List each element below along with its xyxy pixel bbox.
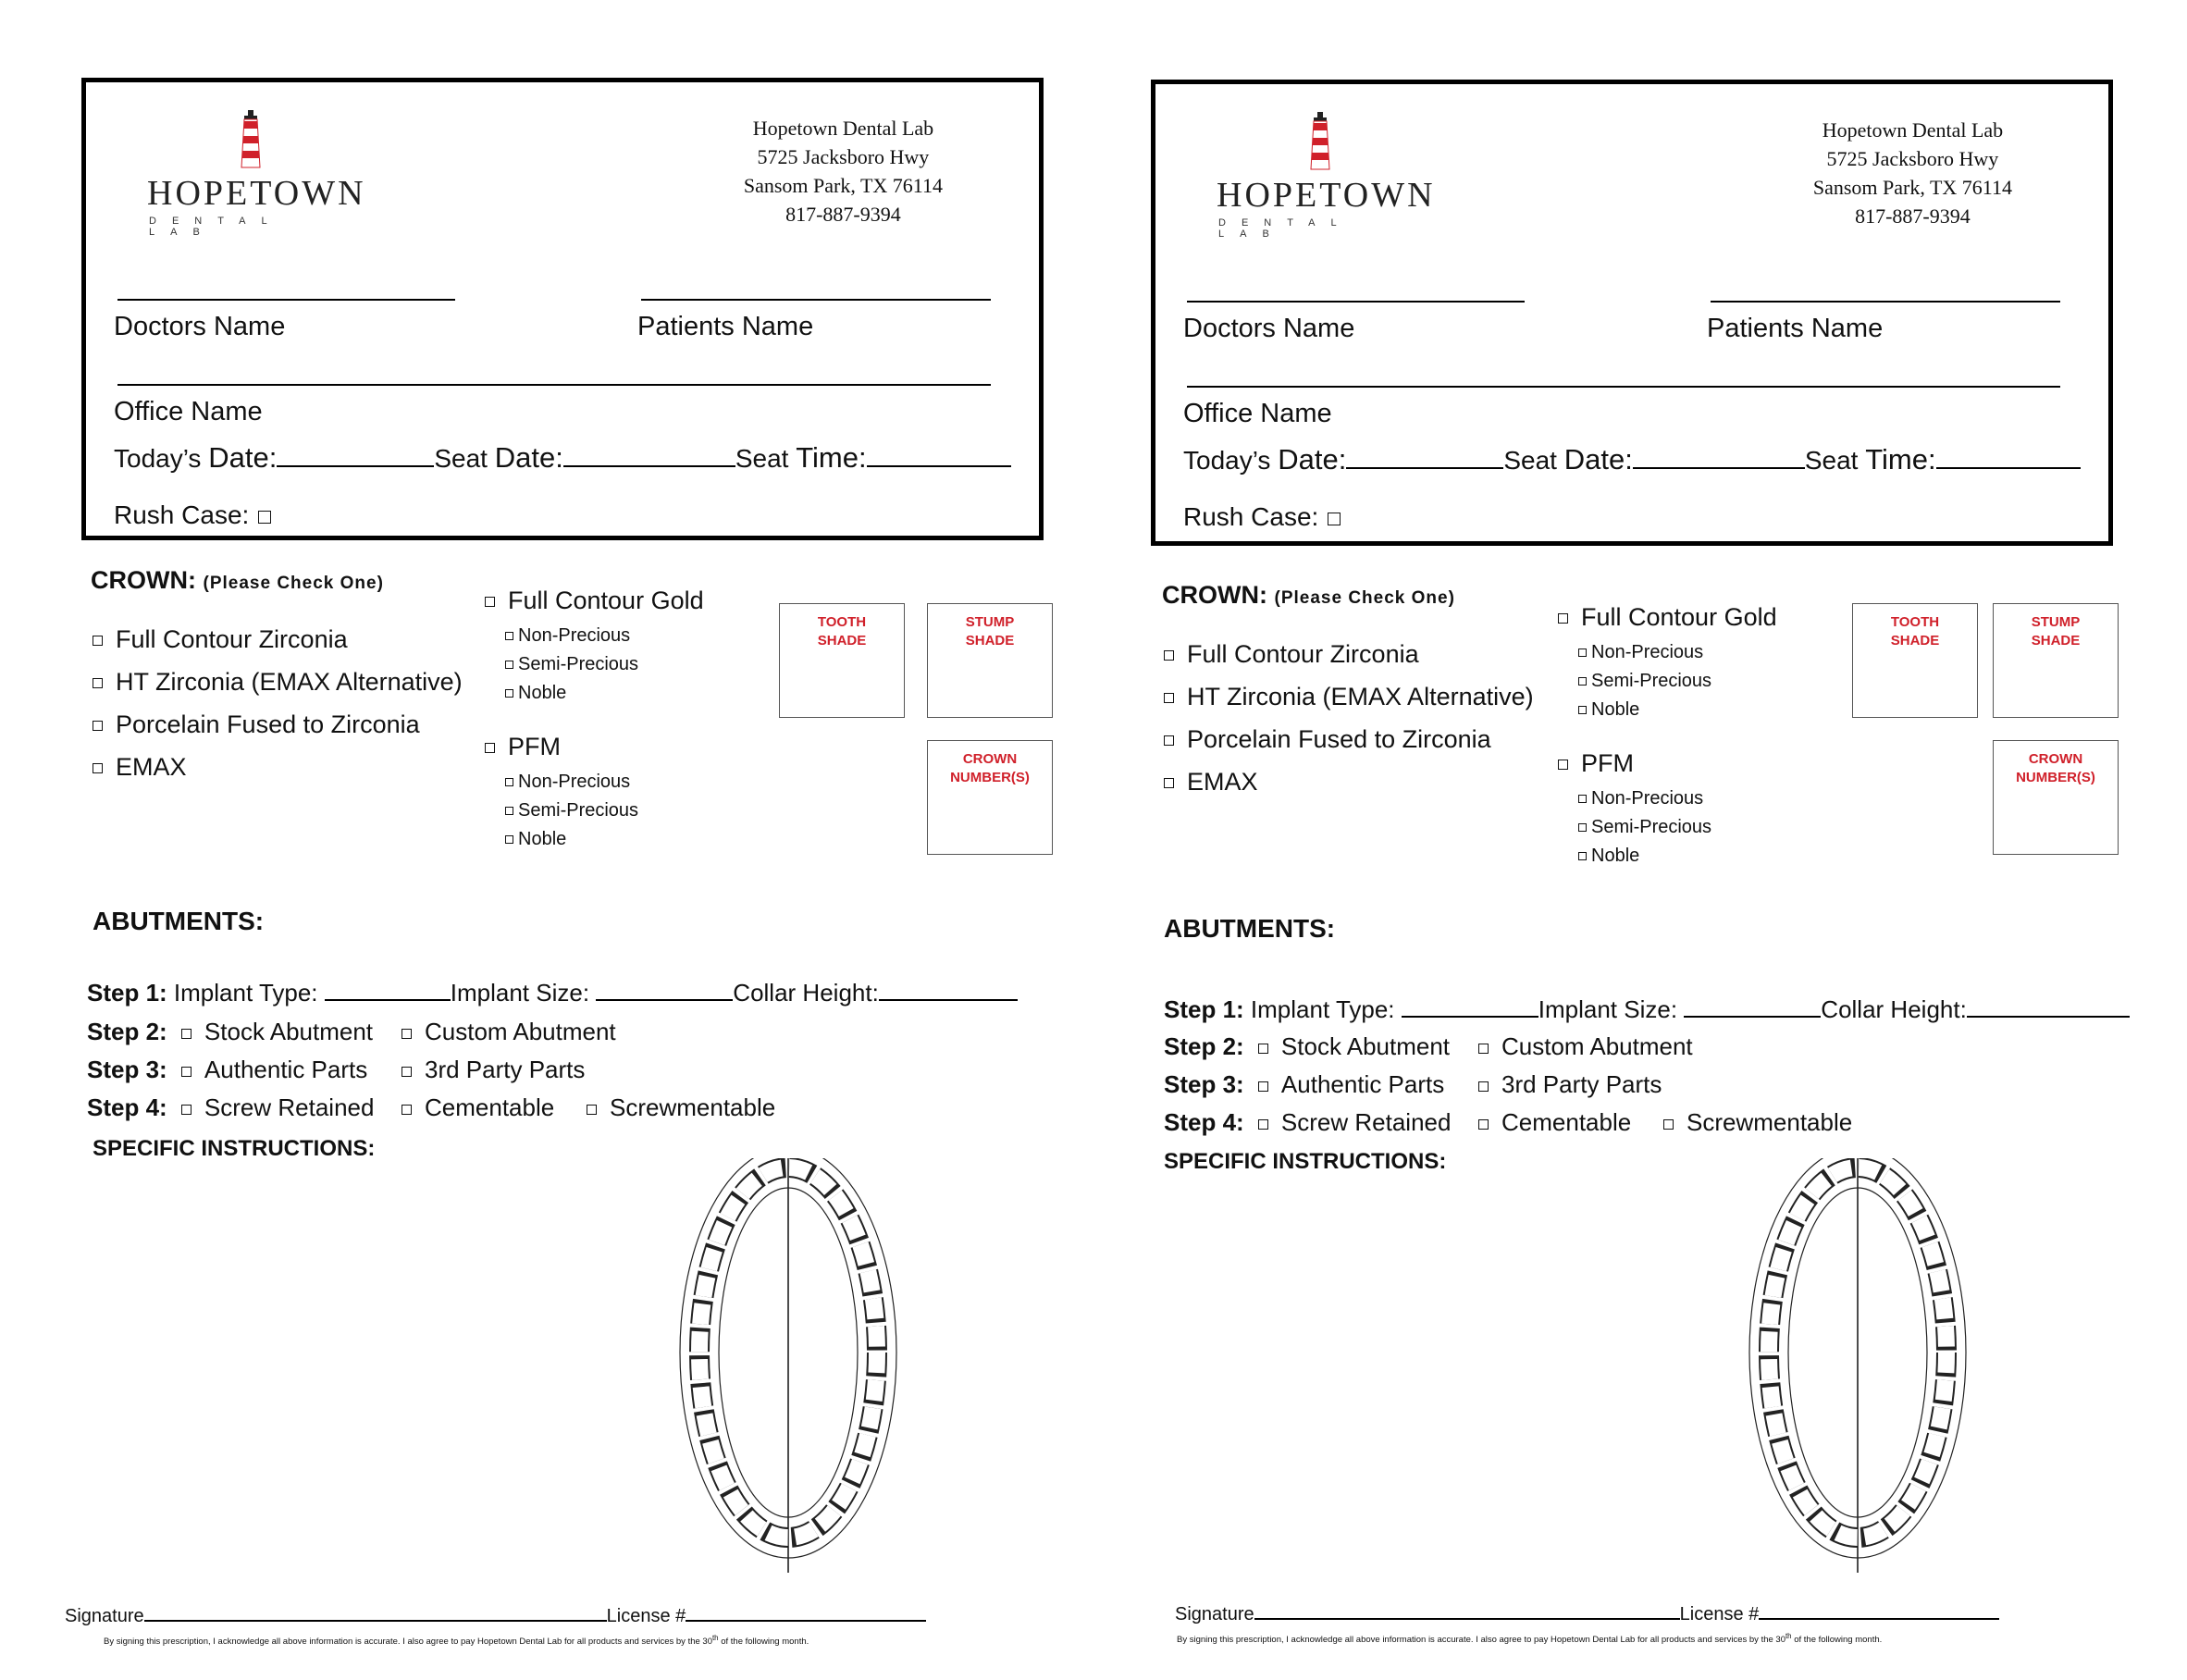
tooth-shade-label-2: SHADE xyxy=(817,633,867,649)
gold-noble[interactable] xyxy=(505,683,566,704)
implant-type-field[interactable] xyxy=(325,979,451,1001)
seat-date-label: Date: xyxy=(494,441,563,474)
step-4-row xyxy=(87,1093,776,1122)
lab-phone: 817-887-9394 xyxy=(785,203,901,226)
stump-shade-label: STUMP xyxy=(965,614,1015,630)
checkbox[interactable] xyxy=(1578,649,1587,657)
tooth-shade-box[interactable] xyxy=(779,603,905,718)
crown-option-emax[interactable] xyxy=(1164,768,1258,797)
rush-case-checkbox[interactable] xyxy=(1328,513,1341,525)
option-label: 3rd Party Parts xyxy=(1501,1070,1662,1098)
office-name-label: Office Name xyxy=(114,397,263,426)
crown-option-pfz[interactable] xyxy=(1164,725,1491,754)
license-field[interactable] xyxy=(686,1607,926,1622)
checkbox[interactable] xyxy=(1578,823,1587,832)
metal-label: Non-Precious xyxy=(1591,642,1704,662)
custom-abutment-option[interactable] xyxy=(402,1018,616,1046)
checkbox[interactable] xyxy=(93,721,103,731)
tooth-shade-label-2: SHADE xyxy=(1890,633,1940,649)
screw-retained-option[interactable] xyxy=(1258,1108,1452,1136)
disclaimer xyxy=(1177,1632,1882,1645)
lighthouse-icon xyxy=(1302,110,1339,175)
step-1-label: Step 1: xyxy=(1164,995,1244,1023)
checkbox[interactable] xyxy=(1478,1081,1489,1092)
crown-option-ht-zirconia[interactable] xyxy=(1164,683,1534,711)
crown-option-gold[interactable] xyxy=(485,587,704,615)
metal-label: Noble xyxy=(1591,699,1640,720)
checkbox[interactable] xyxy=(181,1029,192,1039)
logo-wordmark: HOPETOWN xyxy=(147,174,366,213)
implant-type-label: Implant Type: xyxy=(1250,995,1395,1023)
checkbox[interactable] xyxy=(505,835,513,844)
crown-option-label: Full Contour Zirconia xyxy=(1187,640,1419,668)
disclaimer-text: By signing this prescription, I acknowledge all above information is accurate. I also agree to pay Hopetown Dental Lab for all products and services by the 30 xyxy=(1177,1635,1785,1646)
metal-label: Non-Precious xyxy=(1591,788,1704,809)
crown-option-label: Porcelain Fused to Zirconia xyxy=(1187,725,1491,753)
step-2-row xyxy=(87,1018,616,1046)
collar-height-label: Collar Height: xyxy=(733,979,879,1007)
lab-address xyxy=(1813,116,2012,230)
checkbox[interactable] xyxy=(93,763,103,773)
prescription-form-right xyxy=(1069,0,2163,1680)
pfm-non-precious[interactable] xyxy=(505,772,630,793)
metal-label: Semi-Precious xyxy=(1591,671,1712,691)
checkbox[interactable] xyxy=(505,632,513,640)
third-party-parts-option[interactable] xyxy=(402,1056,585,1084)
lab-address xyxy=(744,114,943,229)
stump-shade-box[interactable] xyxy=(1993,603,2119,718)
metal-label: Semi-Precious xyxy=(1591,817,1712,837)
crown-option-zirconia[interactable] xyxy=(1164,640,1419,669)
signature-row xyxy=(65,1606,926,1627)
gold-non-precious[interactable] xyxy=(1578,642,1703,663)
seat-date-field[interactable] xyxy=(1633,447,1805,469)
patients-name-field[interactable] xyxy=(1711,301,2060,303)
doctors-name-field[interactable] xyxy=(1187,301,1525,303)
option-label: Custom Abutment xyxy=(425,1018,616,1045)
doctors-name-field[interactable] xyxy=(117,299,455,301)
lab-street: 5725 Jacksboro Hwy xyxy=(1826,147,1999,170)
lab-city: Sansom Park, TX 76114 xyxy=(1812,176,2012,199)
doctors-name-label: Doctors Name xyxy=(1183,314,1355,343)
metal-label: Noble xyxy=(1591,846,1640,866)
checkbox[interactable] xyxy=(1478,1044,1489,1054)
crown-option-emax[interactable] xyxy=(93,753,187,782)
disclaimer-sup: th xyxy=(1785,1632,1792,1640)
checkbox[interactable] xyxy=(1578,852,1587,860)
screwmentable-option[interactable] xyxy=(1663,1108,1852,1137)
checkbox[interactable] xyxy=(1258,1044,1268,1054)
implant-size-field[interactable] xyxy=(1684,995,1821,1018)
patients-name-label: Patients Name xyxy=(1707,314,1884,343)
option-label: 3rd Party Parts xyxy=(425,1056,586,1083)
cementable-option[interactable] xyxy=(1478,1108,1631,1137)
crown-option-gold[interactable] xyxy=(1558,603,1777,632)
gold-semi-precious[interactable] xyxy=(1578,671,1711,692)
step-2-row xyxy=(1164,1032,1693,1061)
crown-option-label: Full Contour Zirconia xyxy=(116,625,348,653)
crown-option-ht-zirconia[interactable] xyxy=(93,668,463,697)
tooth-shade-label: TOOTH xyxy=(1890,614,1940,630)
crown-title-hint: (Please Check One) xyxy=(1274,588,1455,608)
crown-numbers-box[interactable] xyxy=(927,740,1053,855)
checkbox[interactable] xyxy=(505,661,513,669)
seat-time-field[interactable] xyxy=(867,445,1011,467)
metal-label: Semi-Precious xyxy=(518,800,639,821)
implant-size-field[interactable] xyxy=(596,979,733,1001)
metal-label: Non-Precious xyxy=(518,625,631,646)
seat-label-2: Seat xyxy=(735,444,789,473)
metal-label: Non-Precious xyxy=(518,772,631,792)
implant-type-label: Implant Type: xyxy=(173,979,318,1007)
step-3-label: Step 3: xyxy=(1164,1070,1244,1098)
seat-label: Seat xyxy=(434,444,488,473)
seat-time-label: Time: xyxy=(1865,443,1936,476)
checkbox[interactable] xyxy=(402,1029,412,1039)
specific-instructions-label: SPECIFIC INSTRUCTIONS: xyxy=(93,1136,376,1161)
tooth-chart[interactable] xyxy=(675,1158,897,1575)
checkbox[interactable] xyxy=(1164,693,1174,703)
license-field[interactable] xyxy=(1759,1605,1999,1620)
disclaimer-text-2: of the following month. xyxy=(718,1637,809,1648)
disclaimer-text: By signing this prescription, I acknowledge all above information is accurate. I also agree to pay Hopetown Dental Lab for all products and services by the 30 xyxy=(104,1637,712,1648)
checkbox[interactable] xyxy=(1258,1119,1268,1130)
abutments-title: ABUTMENTS: xyxy=(1164,914,1336,943)
cementable-option[interactable] xyxy=(402,1093,554,1122)
crown-option-label: Full Contour Gold xyxy=(508,587,704,614)
collar-height-field[interactable] xyxy=(1967,995,2130,1018)
header-box xyxy=(1151,80,2113,546)
todays-label: Today’s xyxy=(1183,446,1271,475)
checkbox[interactable] xyxy=(1164,650,1174,661)
step-1-row xyxy=(1164,995,2130,1024)
pfm-non-precious[interactable] xyxy=(1578,788,1703,809)
authentic-parts-option[interactable] xyxy=(181,1056,367,1083)
stock-abutment-option[interactable] xyxy=(181,1018,373,1045)
crown-option-pfz[interactable] xyxy=(93,710,420,739)
checkbox[interactable] xyxy=(93,636,103,646)
crown-numbers-label: CROWN xyxy=(2028,751,2083,767)
checkbox[interactable] xyxy=(93,678,103,688)
date-row xyxy=(1183,443,2081,476)
seat-time-label: Time: xyxy=(796,441,867,474)
disclaimer xyxy=(104,1634,809,1647)
gold-semi-precious[interactable] xyxy=(505,654,638,675)
step-1-row xyxy=(87,979,1018,1007)
option-label: Authentic Parts xyxy=(1280,1070,1445,1098)
crown-option-pfm[interactable] xyxy=(485,733,561,761)
step-3-row xyxy=(87,1056,586,1084)
custom-abutment-option[interactable] xyxy=(1478,1032,1693,1061)
checkbox[interactable] xyxy=(1558,760,1568,770)
logo-subtitle: DENTAL LAB xyxy=(149,216,283,238)
checkbox[interactable] xyxy=(402,1105,412,1115)
office-name-label: Office Name xyxy=(1183,399,1332,428)
lab-phone: 817-887-9394 xyxy=(1855,204,1971,228)
todays-date-label: Date: xyxy=(208,441,278,474)
disclaimer-text-2: of the following month. xyxy=(1791,1635,1883,1646)
signature-label: Signature xyxy=(65,1606,144,1626)
checkbox[interactable] xyxy=(505,807,513,815)
crown-title-hint: (Please Check One) xyxy=(203,574,384,593)
pfm-semi-precious[interactable] xyxy=(1578,817,1711,838)
implant-size-label: Implant Size: xyxy=(450,979,590,1007)
doctors-name-label: Doctors Name xyxy=(114,312,286,341)
crown-numbers-label-2: NUMBER(S) xyxy=(950,770,1030,785)
tooth-chart[interactable] xyxy=(1745,1158,1967,1575)
tooth-shade-label: TOOTH xyxy=(817,614,867,630)
specific-instructions-label: SPECIFIC INSTRUCTIONS: xyxy=(1164,1149,1447,1174)
crown-title-label: CROWN: xyxy=(91,566,196,594)
crown-option-pfm[interactable] xyxy=(1558,749,1634,778)
checkbox[interactable] xyxy=(1578,677,1587,686)
lighthouse-icon xyxy=(232,108,269,173)
pfm-semi-precious[interactable] xyxy=(505,800,638,821)
office-name-field[interactable] xyxy=(1187,386,2060,388)
checkbox[interactable] xyxy=(1663,1119,1674,1130)
option-label: Stock Abutment xyxy=(1280,1032,1451,1060)
patients-name-label: Patients Name xyxy=(637,312,814,341)
todays-label: Today’s xyxy=(114,444,202,473)
stump-shade-label: STUMP xyxy=(2031,614,2081,630)
checkbox[interactable] xyxy=(1578,795,1587,803)
option-label: Authentic Parts xyxy=(204,1056,368,1083)
crown-option-label: Porcelain Fused to Zirconia xyxy=(116,710,420,738)
signature-field[interactable] xyxy=(144,1607,607,1622)
lab-name: Hopetown Dental Lab xyxy=(1822,118,2004,142)
checkbox[interactable] xyxy=(1578,706,1587,714)
lab-street: 5725 Jacksboro Hwy xyxy=(757,145,930,168)
stump-shade-label-2: SHADE xyxy=(965,633,1015,649)
screw-retained-option[interactable] xyxy=(181,1093,375,1121)
option-label: Cementable xyxy=(425,1093,555,1121)
rush-case-label: Rush Case: xyxy=(114,500,250,529)
checkbox[interactable] xyxy=(1478,1119,1489,1130)
stump-shade-box[interactable] xyxy=(927,603,1053,718)
hopetown-logo xyxy=(147,117,366,238)
pfm-noble[interactable] xyxy=(505,829,566,850)
hopetown-logo xyxy=(1217,119,1436,240)
screwmentable-option[interactable] xyxy=(587,1093,775,1122)
crown-option-label: HT Zirconia (EMAX Alternative) xyxy=(1187,683,1534,710)
crown-numbers-label: CROWN xyxy=(962,751,1018,767)
option-label: Stock Abutment xyxy=(204,1018,374,1045)
third-party-parts-option[interactable] xyxy=(1478,1070,1662,1099)
signature-row xyxy=(1175,1604,1999,1625)
metal-label: Semi-Precious xyxy=(518,654,639,674)
metal-label: Noble xyxy=(518,683,567,703)
crown-title xyxy=(1162,581,1455,610)
seat-label: Seat xyxy=(1503,446,1557,475)
checkbox[interactable] xyxy=(181,1067,192,1077)
collar-height-field[interactable] xyxy=(879,979,1018,1001)
checkbox[interactable] xyxy=(587,1105,597,1115)
rush-case xyxy=(114,500,271,530)
step-3-label: Step 3: xyxy=(87,1056,167,1083)
header-box xyxy=(81,78,1044,540)
checkbox[interactable] xyxy=(1164,778,1174,788)
disclaimer-sup: th xyxy=(711,1634,719,1642)
todays-date-label: Date: xyxy=(1278,443,1347,476)
checkbox[interactable] xyxy=(505,778,513,786)
checkbox[interactable] xyxy=(485,743,495,753)
gold-non-precious[interactable] xyxy=(505,625,630,647)
step-4-label: Step 4: xyxy=(1164,1108,1244,1136)
step-4-row xyxy=(1164,1108,1853,1137)
todays-date-field[interactable] xyxy=(277,445,434,467)
authentic-parts-option[interactable] xyxy=(1258,1070,1444,1098)
office-name-field[interactable] xyxy=(117,384,991,386)
crown-title-label: CROWN: xyxy=(1162,581,1267,609)
step-2-label: Step 2: xyxy=(87,1018,167,1045)
crown-option-label: HT Zirconia (EMAX Alternative) xyxy=(116,668,463,696)
step-3-row xyxy=(1164,1070,1662,1099)
option-label: Screw Retained xyxy=(204,1093,375,1121)
stock-abutment-option[interactable] xyxy=(1258,1032,1450,1060)
checkbox[interactable] xyxy=(485,597,495,607)
option-label: Screw Retained xyxy=(1280,1108,1452,1136)
checkbox[interactable] xyxy=(1164,735,1174,746)
rush-case-checkbox[interactable] xyxy=(258,511,271,524)
crown-option-label: EMAX xyxy=(1187,768,1258,796)
collar-height-label: Collar Height: xyxy=(1821,995,1967,1023)
lab-name: Hopetown Dental Lab xyxy=(752,117,934,140)
option-label: Screwmentable xyxy=(610,1093,776,1121)
abutments-title: ABUTMENTS: xyxy=(93,907,265,935)
license-label: License # xyxy=(1679,1604,1760,1624)
option-label: Cementable xyxy=(1501,1108,1632,1136)
date-row xyxy=(114,441,1011,475)
checkbox[interactable] xyxy=(181,1105,192,1115)
gold-noble[interactable] xyxy=(1578,699,1639,721)
signature-field[interactable] xyxy=(1254,1605,1680,1620)
seat-date-field[interactable] xyxy=(563,445,735,467)
step-1-label: Step 1: xyxy=(87,979,167,1007)
option-label: Screwmentable xyxy=(1687,1108,1853,1136)
seat-label-2: Seat xyxy=(1804,446,1859,475)
rush-case xyxy=(1183,502,1341,532)
seat-date-label: Date: xyxy=(1563,443,1633,476)
signature-label: Signature xyxy=(1175,1604,1254,1624)
lab-city: Sansom Park, TX 76114 xyxy=(743,174,943,197)
checkbox[interactable] xyxy=(1258,1081,1268,1092)
checkbox[interactable] xyxy=(402,1067,412,1077)
checkbox[interactable] xyxy=(1558,613,1568,624)
stump-shade-label-2: SHADE xyxy=(2031,633,2081,649)
logo-subtitle: DENTAL LAB xyxy=(1218,217,1353,240)
crown-option-label: PFM xyxy=(1581,749,1634,777)
step-2-label: Step 2: xyxy=(1164,1032,1244,1060)
option-label: Custom Abutment xyxy=(1501,1032,1693,1060)
logo-wordmark: HOPETOWN xyxy=(1217,176,1436,215)
crown-title xyxy=(91,566,384,595)
pfm-noble[interactable] xyxy=(1578,846,1639,867)
patients-name-field[interactable] xyxy=(641,299,991,301)
todays-date-field[interactable] xyxy=(1346,447,1503,469)
license-label: License # xyxy=(606,1606,686,1626)
tooth-shade-box[interactable] xyxy=(1852,603,1978,718)
step-4-label: Step 4: xyxy=(87,1093,167,1121)
rush-case-label: Rush Case: xyxy=(1183,502,1319,531)
implant-size-label: Implant Size: xyxy=(1538,995,1678,1023)
crown-option-label: EMAX xyxy=(116,753,187,781)
metal-label: Noble xyxy=(518,829,567,849)
crown-numbers-box[interactable] xyxy=(1993,740,2119,855)
crown-option-label: PFM xyxy=(508,733,561,760)
crown-numbers-label-2: NUMBER(S) xyxy=(2016,770,2095,785)
crown-option-label: Full Contour Gold xyxy=(1581,603,1777,631)
checkbox[interactable] xyxy=(505,689,513,698)
seat-time-field[interactable] xyxy=(1936,447,2081,469)
implant-type-field[interactable] xyxy=(1402,995,1538,1018)
crown-option-zirconia[interactable] xyxy=(93,625,348,654)
